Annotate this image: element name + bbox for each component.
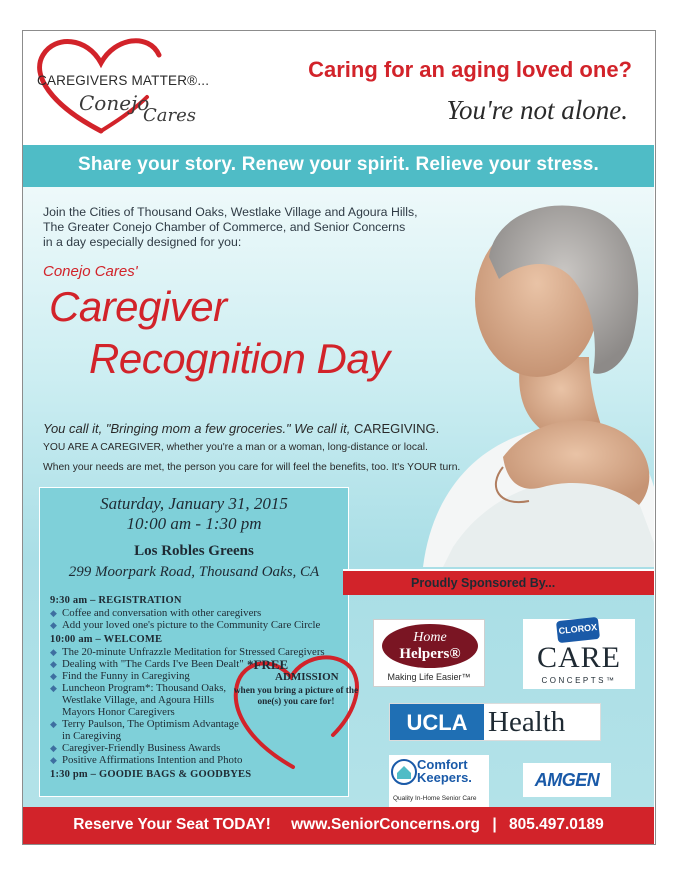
logo-cares: Cares xyxy=(143,105,196,126)
pitch-line3: When your needs are met, the person you care for will feel the benefits, too. It's YOUR turn. xyxy=(43,462,461,473)
diamond-bullet-icon: ◆ xyxy=(50,719,57,729)
free-admission-badge xyxy=(229,649,359,769)
clorox-care-concepts-logo xyxy=(523,619,635,689)
diamond-bullet-icon: ◆ xyxy=(50,608,57,618)
pitch-quote: You call it, "Bringing mom a few groceries." We call it, xyxy=(43,421,351,436)
footer-text xyxy=(23,816,654,834)
schedule-item: ◆ Caregiver-Friendly Business Awards xyxy=(50,742,221,754)
phone-number[interactable]: 805.497.0189 xyxy=(508,816,604,833)
intro-text xyxy=(43,205,463,250)
event-venue: Los Robles Greens xyxy=(134,543,254,559)
diamond-bullet-icon: ◆ xyxy=(50,620,57,630)
diamond-bullet-icon: ◆ xyxy=(50,743,57,753)
free-label: *FREE xyxy=(247,657,289,672)
free-condition: when you bring a picture of the one(s) you care for! xyxy=(233,686,359,707)
clorox-label: CLOROX xyxy=(558,622,598,636)
logo-title: CAREGIVERS MATTER®... xyxy=(37,73,210,88)
intro-line: Join the Cities of Thousand Oaks, Westlake Village and Agoura Hills, xyxy=(43,205,418,219)
headline-question: Caring for an aging loved one? xyxy=(308,57,632,82)
slogan-text: Share your story. Renew your spirit. Relieve your stress. xyxy=(77,154,600,175)
schedule-heading: 10:00 am – WELCOME xyxy=(50,634,163,645)
schedule-item: ◆ Positive Affirmations Intention and Photo xyxy=(50,754,243,766)
hero-section xyxy=(23,187,654,807)
slogan-banner xyxy=(23,143,654,187)
home-helpers-line2: Helpers® xyxy=(399,646,461,662)
diamond-bullet-icon: ◆ xyxy=(50,671,57,681)
schedule-item: ◆ Coffee and conversation with other caregivers xyxy=(50,607,262,619)
schedule-item: ◆ Luncheon Program*: Thousand Oaks, Westlake Village, and Agoura Hills Mayors Honor Caregivers xyxy=(50,682,227,718)
comfort-keepers-logo xyxy=(389,755,489,807)
sponsor-heading: Proudly Sponsored By... xyxy=(411,576,556,590)
schedule-item: ◆ Find the Funny in Caregiving xyxy=(50,670,190,682)
amgen-logo xyxy=(523,763,611,797)
comfort-keepers-tagline: Quality In-Home Senior Care xyxy=(393,795,477,802)
caregivers-matter-logo xyxy=(31,35,241,135)
sponsor-heading-bar xyxy=(343,569,654,595)
website-link[interactable]: www.SeniorConcerns.org xyxy=(291,816,480,833)
house-icon xyxy=(391,759,417,785)
diamond-bullet-icon: ◆ xyxy=(50,755,57,765)
keepers-word: Keepers. xyxy=(417,770,472,785)
comfort-word: Comfort xyxy=(417,757,468,772)
footer-bar xyxy=(23,807,654,844)
diamond-bullet-icon: ◆ xyxy=(50,683,57,693)
diamond-bullet-icon: ◆ xyxy=(50,647,57,657)
logo-conejo: Conejo xyxy=(79,91,150,115)
schedule-item: ◆ Dealing with "The Cards I've Been Dealt" xyxy=(50,658,244,670)
schedule-item: ◆ Add your loved one's picture to the Community Care Circle xyxy=(50,619,321,631)
ucla-health-logo xyxy=(389,703,601,741)
event-address: 299 Moorpark Road, Thousand Oaks, CA xyxy=(68,564,320,580)
flyer xyxy=(22,30,656,845)
home-helpers-oval xyxy=(382,624,478,668)
event-title-line1: Caregiver xyxy=(49,283,227,330)
admission-label: ADMISSION xyxy=(275,671,339,683)
pitch-line2: YOU ARE A CAREGIVER, whether you're a man or a woman, long-distance or local. xyxy=(43,442,428,453)
reserve-cta: Reserve Your Seat TODAY! xyxy=(73,816,271,833)
intro-line: The Greater Conejo Chamber of Commerce, and Senior Concerns xyxy=(43,220,406,234)
event-date: Saturday, January 31, 2015 xyxy=(100,494,288,513)
schedule-heading: 1:30 pm – GOODIE BAGS & GOODBYES xyxy=(50,769,252,780)
schedule-item: ◆ The 20-minute Unfrazzle Meditation for Stressed Caregivers xyxy=(50,646,325,658)
home-helpers-line1: Home xyxy=(413,630,447,645)
diamond-bullet-icon: ◆ xyxy=(50,659,57,669)
ucla-block xyxy=(390,704,484,740)
pitch-line1 xyxy=(43,421,439,436)
sponsor-logos xyxy=(353,607,653,807)
event-time: 10:00 am - 1:30 pm xyxy=(126,514,262,533)
event-title-line2: Recognition Day xyxy=(89,335,390,382)
care-word: CARE xyxy=(536,641,621,674)
schedule-item: ◆ Terry Paulson, The Optimism Advantage in Caregiving xyxy=(50,718,239,742)
concepts-word: CONCEPTS™ xyxy=(541,676,617,685)
ucla-word: UCLA xyxy=(406,710,468,735)
headline-answer: You're not alone. xyxy=(446,95,628,125)
event-kicker: Conejo Cares' xyxy=(43,263,138,280)
clorox-badge xyxy=(556,617,600,643)
schedule-heading: 9:30 am – REGISTRATION xyxy=(50,595,182,606)
pitch-caregiving: CAREGIVING. xyxy=(354,421,440,436)
home-helpers-tagline: Making Life Easier™ xyxy=(387,672,471,682)
home-helpers-logo xyxy=(373,619,485,687)
footer-separator: | xyxy=(492,816,497,833)
header xyxy=(23,31,654,143)
health-word: Health xyxy=(488,706,566,738)
amgen-word: AMGEN xyxy=(534,770,600,790)
intro-line: in a day especially designed for you: xyxy=(43,235,242,249)
